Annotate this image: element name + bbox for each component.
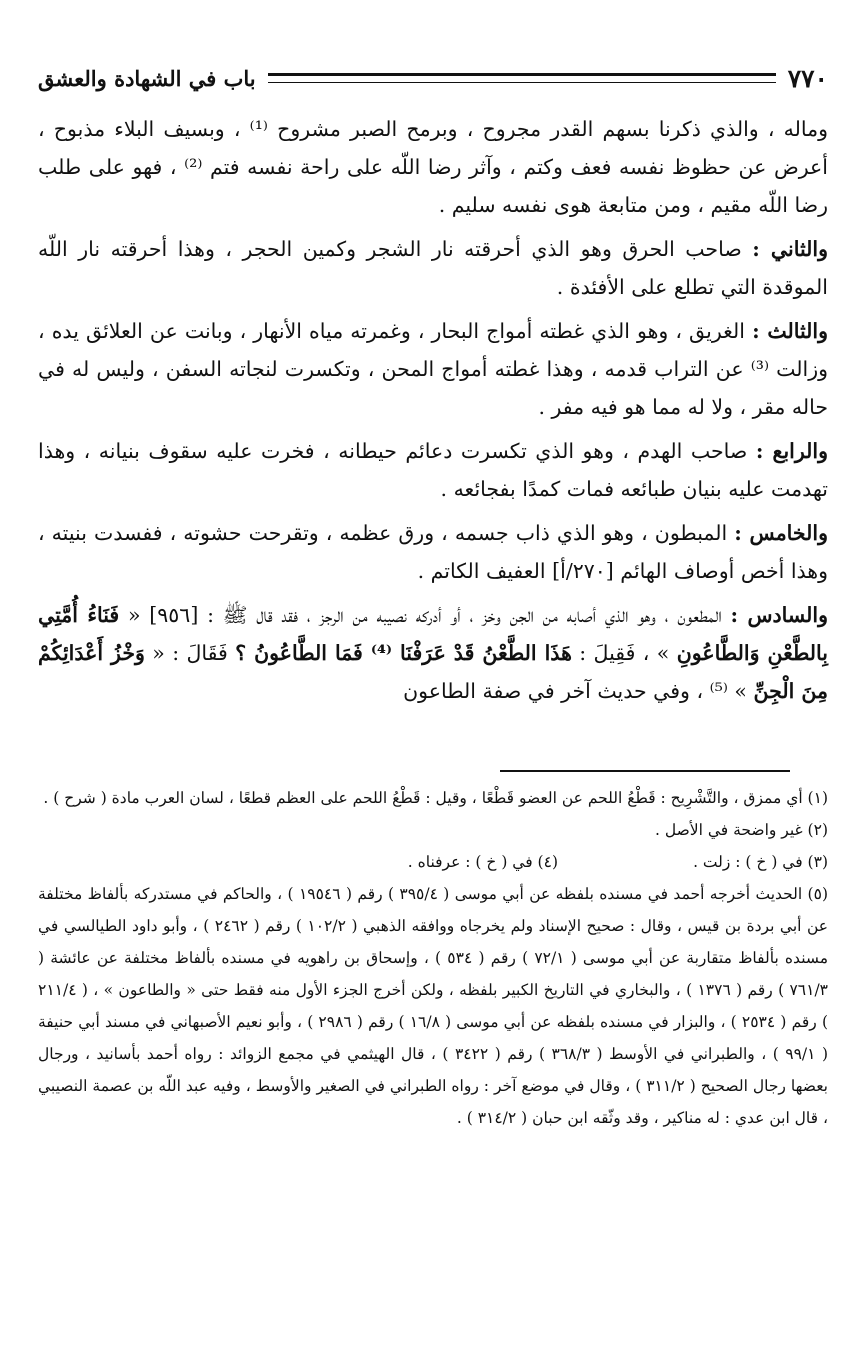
paragraph-text: صاحب الهدم ، وهو الذي تكسرت دعائم حيطانه ، فخرت عليه سقوف بنيانه ، وهذا تهدمت عليه بنيان طبائعه فمات كمدًا بفجائعه .	[38, 439, 828, 501]
paragraph-lead: والخامس :	[734, 521, 828, 545]
paragraph-text: صاحب الحرق وهو الذي أحرقته نار الشجر وكمين الحجر ، وهذا أحرقته نار اللّه الموقدة التي تطلع على الأفئدة .	[38, 237, 828, 299]
chapter-title: باب في الشهادة والعشق	[38, 65, 256, 91]
footnote-pair	[38, 846, 828, 878]
paragraph-intro: وماله ، والذي ذكرنا بسهم القدر مجروح ، وبرمح الصبر مشروح ⁽¹⁾ ، وبسيف البلاء مذبوح ، أعرض عن حظوظ نفسه فعف وكتم ، وآثر رضا اللّه على راحة نفسه فتم ⁽²⁾ ، فهو على طلب رضا اللّه مقيم ، ومن متابعة هوى نفسه سليم .	[38, 117, 829, 217]
paragraph-text: » ، فَقِيلَ :	[571, 641, 677, 665]
footnotes	[38, 782, 828, 1134]
paragraph-lead: والسادس :	[730, 603, 828, 627]
paragraph-text: المبطون ، وهو الذي ذاب جسمه ، ورق عظمه ، وتقرحت حشوته ، ففسدت بنيته ، وهذا أخص أوصاف الهائم [٢٧٠/أ] العفيف الكاتم .	[38, 521, 828, 583]
footnote-1: (١) أي ممزق ، والتَّشْرِيح : قَطْعُ اللحم عن العضو قَطْعًا ، وقيل : قَطْعُ اللحم على العظم قطعًا ، لسان العرب مادة ( شرح ) .	[43, 789, 828, 807]
paragraph-lead: والرابع :	[755, 439, 828, 463]
main-text	[38, 110, 828, 716]
hadith-quote: فَنَاءُ أُمَّتِي بِالطَّعْنِ وَالطَّاعُونِ	[38, 603, 829, 665]
paragraph-fourth	[38, 432, 828, 508]
footnote-4: (٤) في ( خ ) : عرفناه .	[407, 853, 558, 871]
paragraph-text: الغريق ، وهو الذي غطته أمواج البحار ، وغمرته مياه الأنهار ، وبانت عن العلائق يده ، وزالت ⁽³⁾ عن التراب قدمه ، وهذا غطته أمواج المحن ، وتكسرت لنجاته السفن ، وليس له في حاله مقر ، ولا له مما هو فيه مفر .	[38, 319, 828, 419]
paragraph-text: » ⁽⁵⁾ ، وفي حديث آخر في صفة الطاعون	[403, 679, 754, 703]
footnote-3: (٣) في ( خ ) : زلت .	[693, 853, 828, 871]
hadith-quote: وَخْزُ أَعْدَائِكُمْ مِنَ الْجِنِّ	[38, 641, 828, 703]
paragraph-text: فَقَالَ : «	[144, 641, 236, 665]
footnote-5: (٥) الحديث أخرجه أحمد في مسنده بلفظه عن أبي موسى ( ٣٩٥/٤ ) رقم ( ١٩٥٤٦ ) ، والحاكم في مستدركه بألفاظ مختلفة عن أبي بردة بن قيس ، وقال : صحيح الإسناد ولم يخرجاه ووافقه الذهبي ( ١٠٢/٢ ) رقم ( ٢٤٦٢ ) ، وأبو داود الطيالسي في مسنده بألفاظ متقاربة عن أبي موسى ( ٧٢/١ ) رقم ( ٥٣٤ ) ، وإسحاق بن راهويه في مسنده بألفاظ مختلفة عن عائشة ( ٧٦١/٣ ) رقم ( ١٣٧٦ ) ، والبخاري في التاريخ الكبير بلفظه ، ولكن أخرج الجزء الأول منه فقط حتى « والطاعون » ، ( ٢١١/٤ ) رقم ( ٢٥٣٤ ) ، والبزار في مسنده بلفظه عن أبي موسى ( ١٦/٨ ) رقم ( ٢٩٨٦ ) ، وأبو نعيم الأصبهاني في مسند أبي حنيفة ( ٩٩/١ ) ، والطبراني في الأوسط ( ٣٦٨/٣ ) رقم ( ٣٤٢٢ ) ، قال الهيثمي في مجمع الزوائد : رواه أحمد بأسانيد ، ورجال بعضها رجال الصحيح ( ٣١١/٢ ) ، وقال في موضع آخر : رواه الطبراني في الصغير والأوسط ، وفيه عبد اللّه بن عصمة النصيبي ، قال ابن عدي : له مناكير ، وقد وثّقه ابن حبان ( ٣١٤/٢ ) .	[38, 885, 829, 1127]
running-header	[38, 60, 828, 96]
paragraph-sixth	[38, 596, 828, 710]
paragraph-text: المطعون ، وهو الذي أصابه من الجن وخز ، أو أدركه نصيبه من الرجز ، فقد قال ﷺ : [٩٥٦] «	[119, 603, 731, 627]
page-number: ٧٧٠	[787, 63, 828, 93]
paragraph-second	[38, 230, 828, 306]
header-rule	[268, 73, 776, 83]
paragraph-fifth	[38, 514, 828, 590]
hadith-quote: هَذَا الطَّعْنُ قَدْ عَرَفْنَا ⁽⁴⁾ فَمَا الطَّاعُونُ ؟	[235, 641, 572, 665]
paragraph-lead: والثالث :	[752, 319, 828, 343]
footnote-2: (٢) غير واضحة في الأصل .	[655, 821, 828, 839]
paragraph-lead: والثاني :	[752, 237, 828, 261]
paragraph-third	[38, 312, 828, 426]
footnote-separator	[500, 770, 790, 772]
